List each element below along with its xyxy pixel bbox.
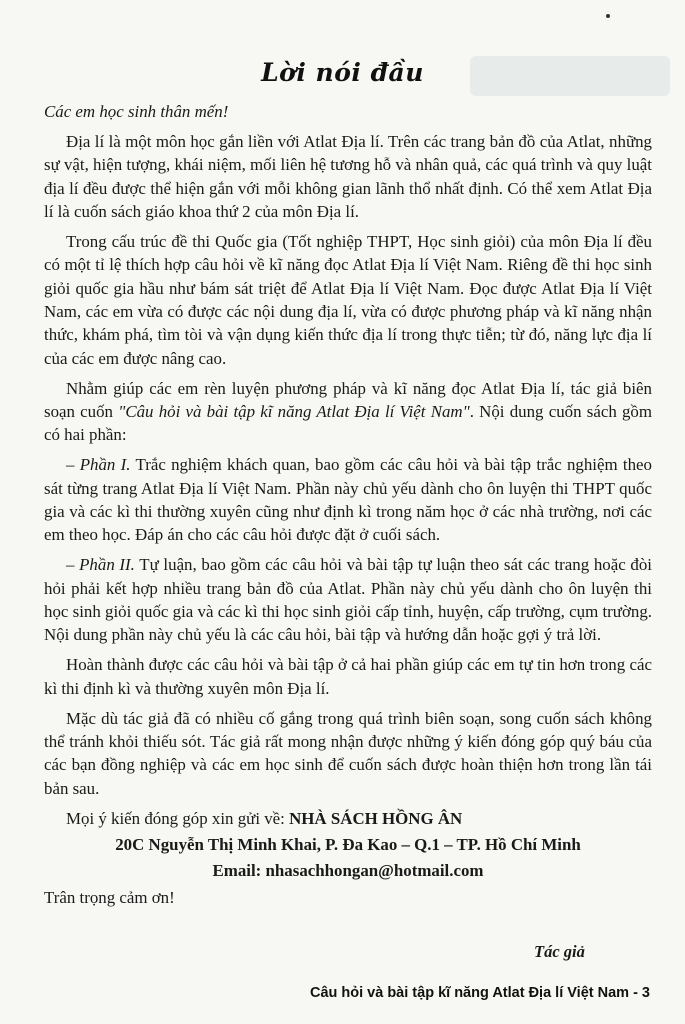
part-2-text: Tự luận, bao gồm các câu hỏi và bài tập tự luận theo sát các trang hoặc đòi hỏi phải kết hợp nhiều trang bản đồ của Atlat. Phần này chủ yếu dành cho ôn luyện thi học sinh giỏi quốc gia và các kì thi học sinh giỏi cấp tỉnh, huyện, cấp trường, cụm trường. Nội dung phần này chủ yếu là các câu hỏi, bài tập và hướng dẫn hoặc gợi ý trả lời. xyxy=(44,555,652,645)
paragraph-feedback xyxy=(44,707,652,800)
page-title: Lời nói đầu xyxy=(261,58,424,87)
paragraph-confidence xyxy=(44,653,652,700)
book-title: "Câu hỏi và bài tập kĩ năng Atlat Địa lí Việt Nam" xyxy=(118,401,470,421)
part-2-label: – Phần II. xyxy=(66,555,135,575)
paragraph-book-purpose xyxy=(44,377,652,447)
paragraph-exam-structure xyxy=(44,230,652,370)
part-1-text: Trắc nghiệm khách quan, bao gồm các câu hỏi và bài tập trắc nghiệm theo sát từng trang Atlat Địa lí Việt Nam. Phần này chủ yếu dành cho ôn luyện thi THPT quốc gia và các kì thi thường xuyên cũng như định kì trong năm học ở các nhà trường, nơi các em theo học. Đáp án cho các câu hỏi được đặt ở cuối sách. xyxy=(44,455,652,545)
paragraph-4-text: Hoàn thành được các câu hỏi và bài tập ở cả hai phần giúp các em tự tin hơn trong các kì thi định kì và thường xuyên môn Địa lí. xyxy=(44,655,652,698)
contact-intro: Mọi ý kiến đóng góp xin gửi về: xyxy=(66,808,290,828)
contact-name: NHÀ SÁCH HỒNG ÂN xyxy=(289,808,463,828)
contact-line xyxy=(44,807,652,830)
author-signature: Tác giả xyxy=(534,942,585,961)
paragraph-2-text: Trong cấu trúc đề thi Quốc gia (Tốt nghiệp THPT, Học sinh giỏi) của môn Địa lí đều có một tỉ lệ thích hợp câu hỏi về kĩ năng đọc Atlat Địa lí Việt Nam. Riêng đề thi học sinh giỏi quốc gia hầu như bám sát triệt để Atlat Địa lí Việt Nam. Đọc được Atlat Địa lí Việt Nam, các em vừa có được các nội dung địa lí, vừa có được phương pháp và kĩ năng nhận thức, khám phá, tìm tòi và vận dụng kiến thức địa lí trong thực tiễn; từ đó, năng lực địa lí của các em được nâng cao. xyxy=(44,232,652,368)
paragraph-intro xyxy=(44,130,652,223)
paragraph-3-before: Nhằm giúp các em rèn luyện phương pháp và kĩ năng đọc Atlat Địa lí, tác giả biên soạn cuốn xyxy=(44,378,652,421)
paragraph-1-text: Địa lí là một môn học gắn liền với Atlat Địa lí. Trên các trang bản đồ của Atlat, những sự vật, hiện tượng, khái niệm, mối liên hệ tương hỗ và nhân quả, các quá trình và quy luật địa lí đều được thể hiện gắn với mỗi không gian lãnh thổ nhất định. Có thể xem Atlat Địa lí là cuốn sách giáo khoa thứ 2 của môn Địa lí. xyxy=(44,132,652,221)
running-footer: Câu hỏi và bài tập kĩ năng Atlat Địa lí Việt Nam - 3 xyxy=(309,985,650,1001)
thanks-line: Trân trọng cảm ơn! xyxy=(44,887,175,907)
paragraph-part-2 xyxy=(44,553,652,646)
paragraph-part-1 xyxy=(44,453,652,546)
paragraph-3-after: . Nội dung cuốn sách gồm có hai phần: xyxy=(44,401,653,445)
greeting: Các em học sinh thân mến! xyxy=(44,102,229,121)
contact-email: Email: nhasachhongan@hotmail.com xyxy=(212,861,484,881)
paragraph-5-text: Mặc dù tác giả đã có nhiều cố gắng trong quá trình biên soạn, song cuốn sách không thể tránh khỏi thiếu sót. Tác giả rất mong nhận được những ý kiến đóng góp quý báu của các bạn đồng nghiệp và các em học sinh để cuốn sách được hoàn thiện hơn trong lần tái bản sau. xyxy=(44,708,652,798)
preface-body xyxy=(44,100,652,916)
part-1-label: – Phần I. xyxy=(66,455,131,475)
contact-address: 20C Nguyễn Thị Minh Khai, P. Đa Kao – Q.1 – TP. Hồ Chí Minh xyxy=(115,834,581,854)
printing-speck xyxy=(606,14,610,18)
